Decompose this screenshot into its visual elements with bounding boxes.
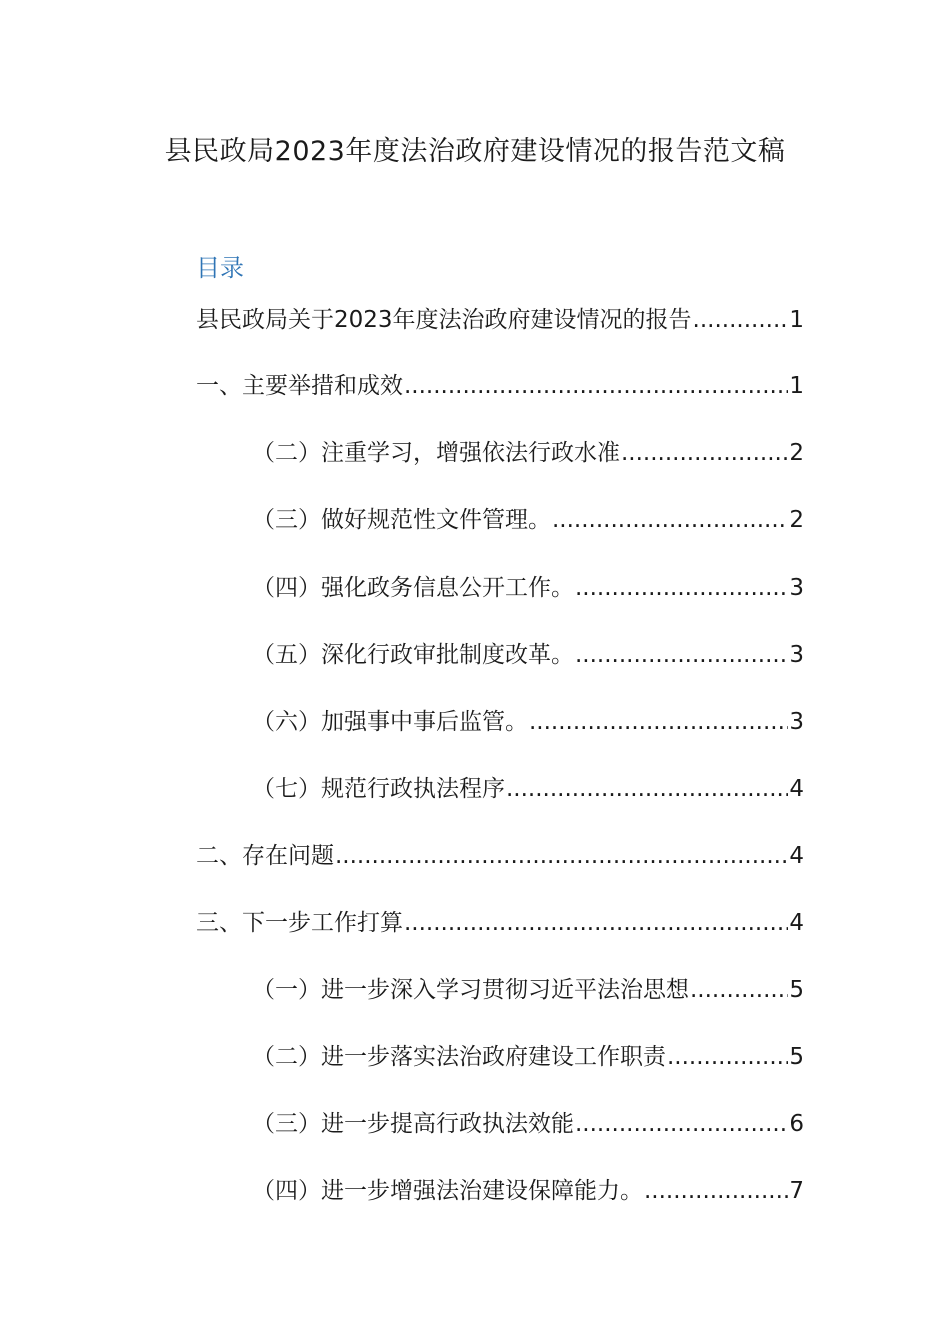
toc-leader-dots xyxy=(575,572,788,604)
toc-entry[interactable] xyxy=(252,437,804,469)
toc-leader-dots xyxy=(690,974,788,1006)
toc-leader-dots xyxy=(621,437,788,469)
toc-leader-dots xyxy=(404,370,788,402)
toc-entry-text: （七）规范行政执法程序 xyxy=(252,776,505,802)
toc-entry[interactable] xyxy=(252,1108,804,1140)
toc-entry-text: 二、存在问题 xyxy=(196,843,334,869)
toc-leader-dots xyxy=(644,1175,788,1207)
toc-entry[interactable] xyxy=(252,1175,804,1207)
toc-entry-text: （三）做好规范性文件管理。 xyxy=(252,507,551,533)
toc-leader-dots xyxy=(404,907,788,939)
toc-entry-page: 6 xyxy=(789,1111,804,1137)
toc-entry[interactable] xyxy=(196,840,804,872)
toc-entry-page: 4 xyxy=(789,910,804,936)
toc-entry-page: 3 xyxy=(789,709,804,735)
toc-entry-page: 7 xyxy=(789,1178,804,1204)
toc-entry-text: （四）强化政务信息公开工作。 xyxy=(252,575,574,601)
toc-entry-text: 县民政局关于2023年度法治政府建设情况的报告 xyxy=(196,307,692,333)
toc-entry-text: （二）进一步落实法治政府建设工作职责 xyxy=(252,1044,666,1070)
toc-entry-page: 4 xyxy=(789,776,804,802)
toc-heading: 目录 xyxy=(196,254,244,282)
toc-entry[interactable] xyxy=(252,504,804,536)
toc-entry-page: 1 xyxy=(789,307,804,333)
toc-entry[interactable] xyxy=(196,907,804,939)
toc-entry-text: （五）深化行政审批制度改革。 xyxy=(252,642,574,668)
document-title: 县民政局2023年度法治政府建设情况的报告范文稿 xyxy=(164,136,786,167)
toc-entry-page: 2 xyxy=(789,507,804,533)
toc-entry[interactable] xyxy=(252,706,804,738)
toc-leader-dots xyxy=(575,1108,788,1140)
toc-entry[interactable] xyxy=(196,370,804,402)
toc-entry-page: 4 xyxy=(789,843,804,869)
toc-entry-page: 5 xyxy=(789,977,804,1003)
toc-entry-page: 2 xyxy=(789,440,804,466)
toc-entry-text: 一、主要举措和成效 xyxy=(196,373,403,399)
toc-leader-dots xyxy=(529,706,788,738)
toc-entry-text: （四）进一步增强法治建设保障能力。 xyxy=(252,1178,643,1204)
toc-leader-dots xyxy=(693,304,789,336)
toc-entry-text: （一）进一步深入学习贯彻习近平法治思想 xyxy=(252,977,689,1003)
toc-entry-text: （六）加强事中事后监管。 xyxy=(252,709,528,735)
toc-entry[interactable] xyxy=(252,639,804,671)
toc-entry-page: 1 xyxy=(789,373,804,399)
toc-entry-text: （二）注重学习，增强依法行政水准 xyxy=(252,440,620,466)
toc-leader-dots xyxy=(335,840,788,872)
toc-leader-dots xyxy=(667,1041,788,1073)
toc-entry[interactable] xyxy=(252,974,804,1006)
toc-entry[interactable] xyxy=(252,773,804,805)
toc-leader-dots xyxy=(575,639,788,671)
toc-entry-page: 3 xyxy=(789,642,804,668)
toc-entry-text: （三）进一步提高行政执法效能 xyxy=(252,1111,574,1137)
toc-entry[interactable] xyxy=(196,304,804,336)
toc-entry-page: 5 xyxy=(789,1044,804,1070)
toc-leader-dots xyxy=(506,773,788,805)
toc-entry-page: 3 xyxy=(789,575,804,601)
toc-entry-text: 三、下一步工作打算 xyxy=(196,910,403,936)
toc-leader-dots xyxy=(552,504,788,536)
toc-entry[interactable] xyxy=(252,1041,804,1073)
toc-entry[interactable] xyxy=(252,572,804,604)
